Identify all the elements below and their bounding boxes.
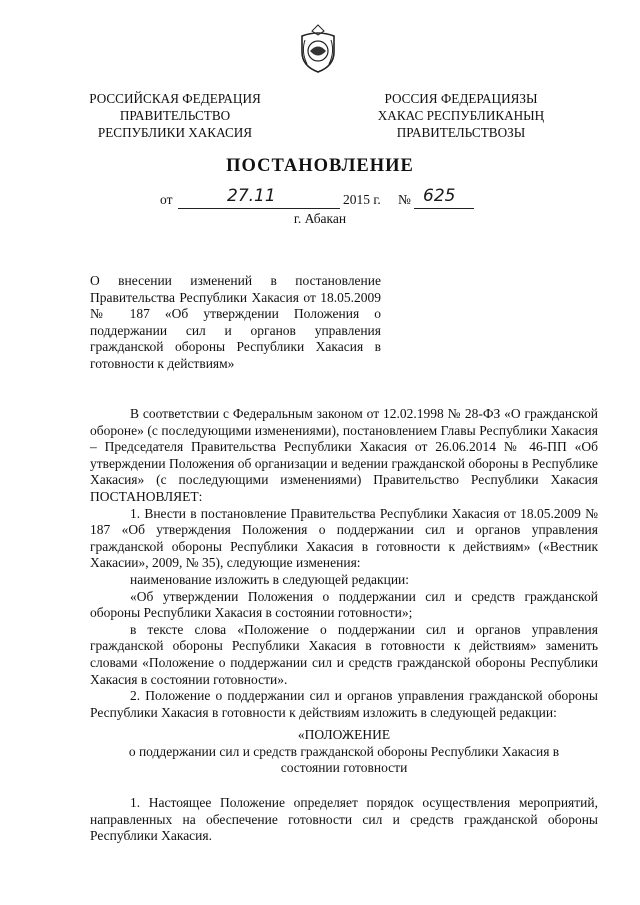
header-right-line: РОССИЯ ФЕДЕРАЦИЯЗЫ [384, 91, 538, 106]
handwritten-date: 27.11 [227, 186, 276, 206]
header-right-line: ПРАВИТЕЛЬСТВОЗЫ [396, 125, 526, 140]
regulation-title: «ПОЛОЖЕНИЕ [297, 727, 391, 743]
paragraph: «Об утверждении Положения о поддержании сил и средств гражданской обороны Республики Хакасия в состоянии готовности»; [90, 588, 598, 621]
number-underline [414, 208, 474, 209]
header-right [356, 90, 566, 141]
document-title: ПОСТАНОВЛЕНИЕ [226, 156, 414, 176]
header-left [70, 90, 280, 141]
regulation-subtitle: о поддержании сил и средств гражданской обороны Республики Хакасия в состоянии готовности [128, 743, 560, 776]
city-label: г. Абакан [293, 211, 347, 226]
document-subject: О внесении изменений в постановление Правительства Республики Хакасия от 18.05.2009 № 187 «Об утверждении Положения о поддержании сил и органов управления гражданской обороны Республики Хакасия в готовности к действиям» [90, 273, 381, 371]
paragraph: 1. Внести в постановление Правительства Республики Хакасия от 18.05.2009 № 187 «Об утверждения Положения о поддержании сил и органов управления гражданской обороны Республики Хакасия в готовности к действиям» («Вестник Хакасии», 2009, № 35), следующие изменения: [90, 505, 598, 571]
from-label: от [160, 192, 173, 207]
paragraph: наименование изложить в следующей редакции: [130, 571, 410, 587]
header-left-line: РЕСПУБЛИКИ ХАКАСИЯ [97, 125, 253, 140]
handwritten-number: 625 [423, 186, 456, 206]
document-body [90, 406, 598, 845]
header-left-line: ПРАВИТЕЛЬСТВО [119, 108, 231, 123]
paragraph: 1. Настоящее Положение определяет порядок осуществления мероприятий, направленных на обеспечение готовности сил и средств гражданской обороны Республики Хакасия. [90, 795, 598, 844]
year-label: 2015 г. [343, 192, 381, 207]
paragraph: в тексте слова «Положение о поддержании сил и органов управления гражданской обороны Республики Хакасия в готовности к действиям» заменить словами «Положение о поддержании сил и средств гражданской обороны Республики Хакасия в состоянии готовности». [90, 621, 598, 687]
number-sign: № [398, 192, 411, 207]
coat-of-arms-icon [296, 22, 340, 74]
header-left-line: РОССИЙСКАЯ ФЕДЕРАЦИЯ [89, 91, 261, 106]
header-right-line: ХАКАС РЕСПУБЛИКАНЫҢ [377, 108, 545, 123]
paragraph: В соответствии с Федеральным законом от 12.02.1998 № 28-ФЗ «О гражданской обороне» (с последующими изменениями), постановлением Главы Республики Хакасия – Председателя Правительства Республики Хакасия от 26.06.2014 № 46-ПП «Об утверждении Положения об организации и ведении гражданской обороны в Республике Хакасия» (с последующими изменениями) Правительство Республики Хакасия ПОСТАНОВЛЯЕТ: [90, 406, 598, 504]
date-underline [178, 208, 340, 209]
paragraph: 2. Положение о поддержании сил и органов управления гражданской обороны Республики Хакасия в готовности к действиям изложить в следующей редакции: [90, 688, 598, 720]
